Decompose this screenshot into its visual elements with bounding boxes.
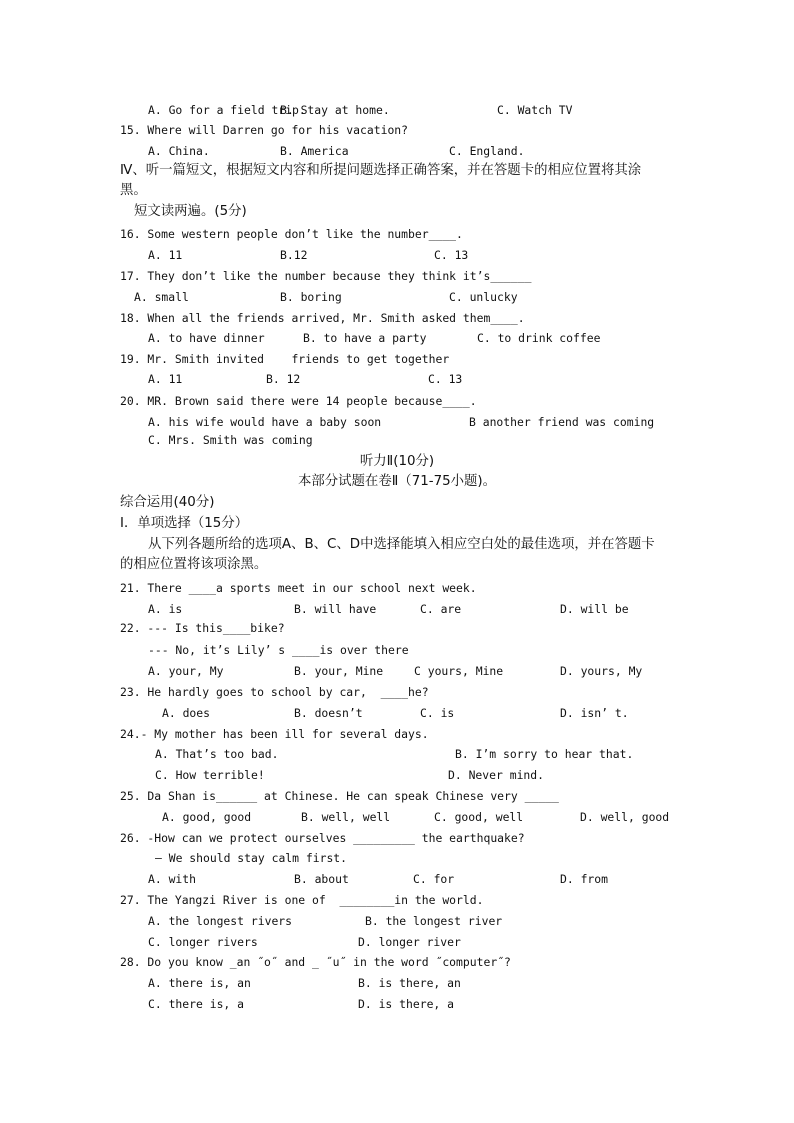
q26-option-c[interactable]: C. for bbox=[413, 872, 455, 886]
q15-option-b[interactable]: B. America bbox=[280, 144, 349, 158]
q28-option-c[interactable]: C. there is, a bbox=[148, 997, 245, 1011]
q20-option-c[interactable]: C. Mrs. Smith was coming bbox=[148, 433, 313, 447]
q26-option-a[interactable]: A. with bbox=[148, 872, 197, 886]
q24-stem: 24.- My mother has been ill for several days. bbox=[120, 727, 429, 741]
q20-option-a[interactable]: A. his wife would have a baby soon bbox=[148, 415, 382, 429]
q27-option-a[interactable]: A. the longest rivers bbox=[148, 914, 293, 928]
q28-stem: 28. Do you know _an ˝o˝ and _ ˝u˝ in the word ˝computer˝? bbox=[120, 955, 511, 969]
q26-option-b[interactable]: B. about bbox=[294, 872, 349, 886]
q25-option-d[interactable]: D. well, good bbox=[580, 810, 670, 824]
q14-option-a[interactable]: A. Go for a field trip. bbox=[148, 103, 306, 117]
q27-stem: 27. The Yangzi River is one of ________in the world. bbox=[120, 893, 484, 907]
q26-stem-response: – We should stay calm first. bbox=[155, 851, 348, 865]
part1-title: I．单项选择（15分） bbox=[120, 516, 249, 531]
q28-option-a[interactable]: A. there is, an bbox=[148, 976, 251, 990]
q28-option-d[interactable]: D. is there, a bbox=[358, 997, 455, 1011]
q17-option-b[interactable]: B. boring bbox=[280, 290, 342, 304]
q25-option-c[interactable]: C. good, well bbox=[434, 810, 524, 824]
q14-option-b[interactable]: B. Stay at home. bbox=[280, 103, 390, 117]
q16-option-c[interactable]: C. 13 bbox=[434, 248, 469, 262]
q16-option-a[interactable]: A. 11 bbox=[148, 248, 183, 262]
q14-option-c[interactable]: C. Watch TV bbox=[497, 103, 573, 117]
q19-option-a[interactable]: A. 11 bbox=[148, 372, 183, 386]
q24-option-d[interactable]: D. Never mind. bbox=[448, 768, 545, 782]
q23-option-d[interactable]: D. isn’ t. bbox=[560, 706, 629, 720]
q28-option-b[interactable]: B. is there, an bbox=[358, 976, 461, 990]
q21-option-a[interactable]: A. is bbox=[148, 602, 183, 616]
q24-option-a[interactable]: A. That’s too bad. bbox=[155, 747, 279, 761]
q21-stem: 21. There ____a sports meet in our school next week. bbox=[120, 581, 477, 595]
q17-option-c[interactable]: C. unlucky bbox=[449, 290, 518, 304]
q22-option-d[interactable]: D. yours, My bbox=[560, 664, 643, 678]
q27-option-b[interactable]: B. the longest river bbox=[365, 914, 503, 928]
q26-stem: 26. -How can we protect ourselves _________ the earthquake? bbox=[120, 831, 525, 845]
q18-stem: 18. When all the friends arrived, Mr. Smith asked them____. bbox=[120, 311, 525, 325]
q20-stem: 20. MR. Brown said there were 14 people because____. bbox=[120, 394, 477, 408]
q15-option-c[interactable]: C. England. bbox=[449, 144, 525, 158]
q22-stem-response: --- No, it’s Lily’ s ____is over there bbox=[148, 643, 409, 657]
q23-option-b[interactable]: B. doesn’t bbox=[294, 706, 363, 720]
q15-stem: 15. Where will Darren go for his vacation? bbox=[120, 123, 409, 137]
q24-option-b[interactable]: B. I’m sorry to hear that. bbox=[455, 747, 634, 761]
q22-option-b[interactable]: B. your, Mine bbox=[294, 664, 384, 678]
q16-stem: 16. Some western people don’t like the number____. bbox=[120, 227, 463, 241]
q18-option-c[interactable]: C. to drink coffee bbox=[477, 331, 601, 345]
q25-stem: 25. Da Shan is______ at Chinese. He can speak Chinese very _____ bbox=[120, 789, 559, 803]
listening2-title: 听力Ⅱ(10分) bbox=[359, 454, 435, 469]
q23-option-c[interactable]: C. is bbox=[420, 706, 455, 720]
q25-option-a[interactable]: A. good, good bbox=[162, 810, 252, 824]
part1-instructions-cont: 的相应位置将该项涂黑。 bbox=[120, 557, 268, 572]
q25-option-b[interactable]: B. well, well bbox=[301, 810, 391, 824]
q20-option-b[interactable]: B another friend was coming bbox=[469, 415, 655, 429]
q15-option-a[interactable]: A. China. bbox=[148, 144, 210, 158]
q19-option-b[interactable]: B. 12 bbox=[266, 372, 301, 386]
q23-stem: 23. He hardly goes to school by car, ____he? bbox=[120, 685, 429, 699]
q16-option-b[interactable]: B.12 bbox=[280, 248, 308, 262]
q19-stem: 19. Mr. Smith invited friends to get together bbox=[120, 352, 450, 366]
q18-option-a[interactable]: A. to have dinner bbox=[148, 331, 265, 345]
q17-stem: 17. They don’t like the number because they think it’s______ bbox=[120, 269, 532, 283]
q17-option-a[interactable]: A. small bbox=[134, 290, 189, 304]
listening2-note: 本部分试题在卷Ⅱ（71-75小题)。 bbox=[297, 474, 497, 489]
q21-option-c[interactable]: C. are bbox=[420, 602, 462, 616]
part1-instructions: 从下列各题所给的选项A、B、C、D中选择能填入相应空白处的最佳选项，并在答题卡 bbox=[148, 537, 655, 552]
section4-title-cont: 黑。 bbox=[120, 183, 147, 198]
q18-option-b[interactable]: B. to have a party bbox=[303, 331, 427, 345]
q24-option-c[interactable]: C. How terrible! bbox=[155, 768, 265, 782]
q27-option-c[interactable]: C. longer rivers bbox=[148, 935, 258, 949]
q21-option-b[interactable]: B. will have bbox=[294, 602, 377, 616]
section4-note: 短文读两遍。(5分) bbox=[134, 204, 247, 219]
q22-stem: 22. --- Is this____bike? bbox=[120, 621, 285, 635]
comprehensive-title: 综合运用(40分) bbox=[120, 495, 215, 510]
q22-option-c[interactable]: C yours, Mine bbox=[414, 664, 504, 678]
q27-option-d[interactable]: D. longer river bbox=[358, 935, 461, 949]
q23-option-a[interactable]: A. does bbox=[162, 706, 211, 720]
q21-option-d[interactable]: D. will be bbox=[560, 602, 629, 616]
section4-title: Ⅳ、听一篇短文，根据短文内容和所提问题选择正确答案，并在答题卡的相应位置将其涂 bbox=[120, 163, 642, 178]
q22-option-a[interactable]: A. your, My bbox=[148, 664, 224, 678]
q26-option-d[interactable]: D. from bbox=[560, 872, 609, 886]
q19-option-c[interactable]: C. 13 bbox=[428, 372, 463, 386]
